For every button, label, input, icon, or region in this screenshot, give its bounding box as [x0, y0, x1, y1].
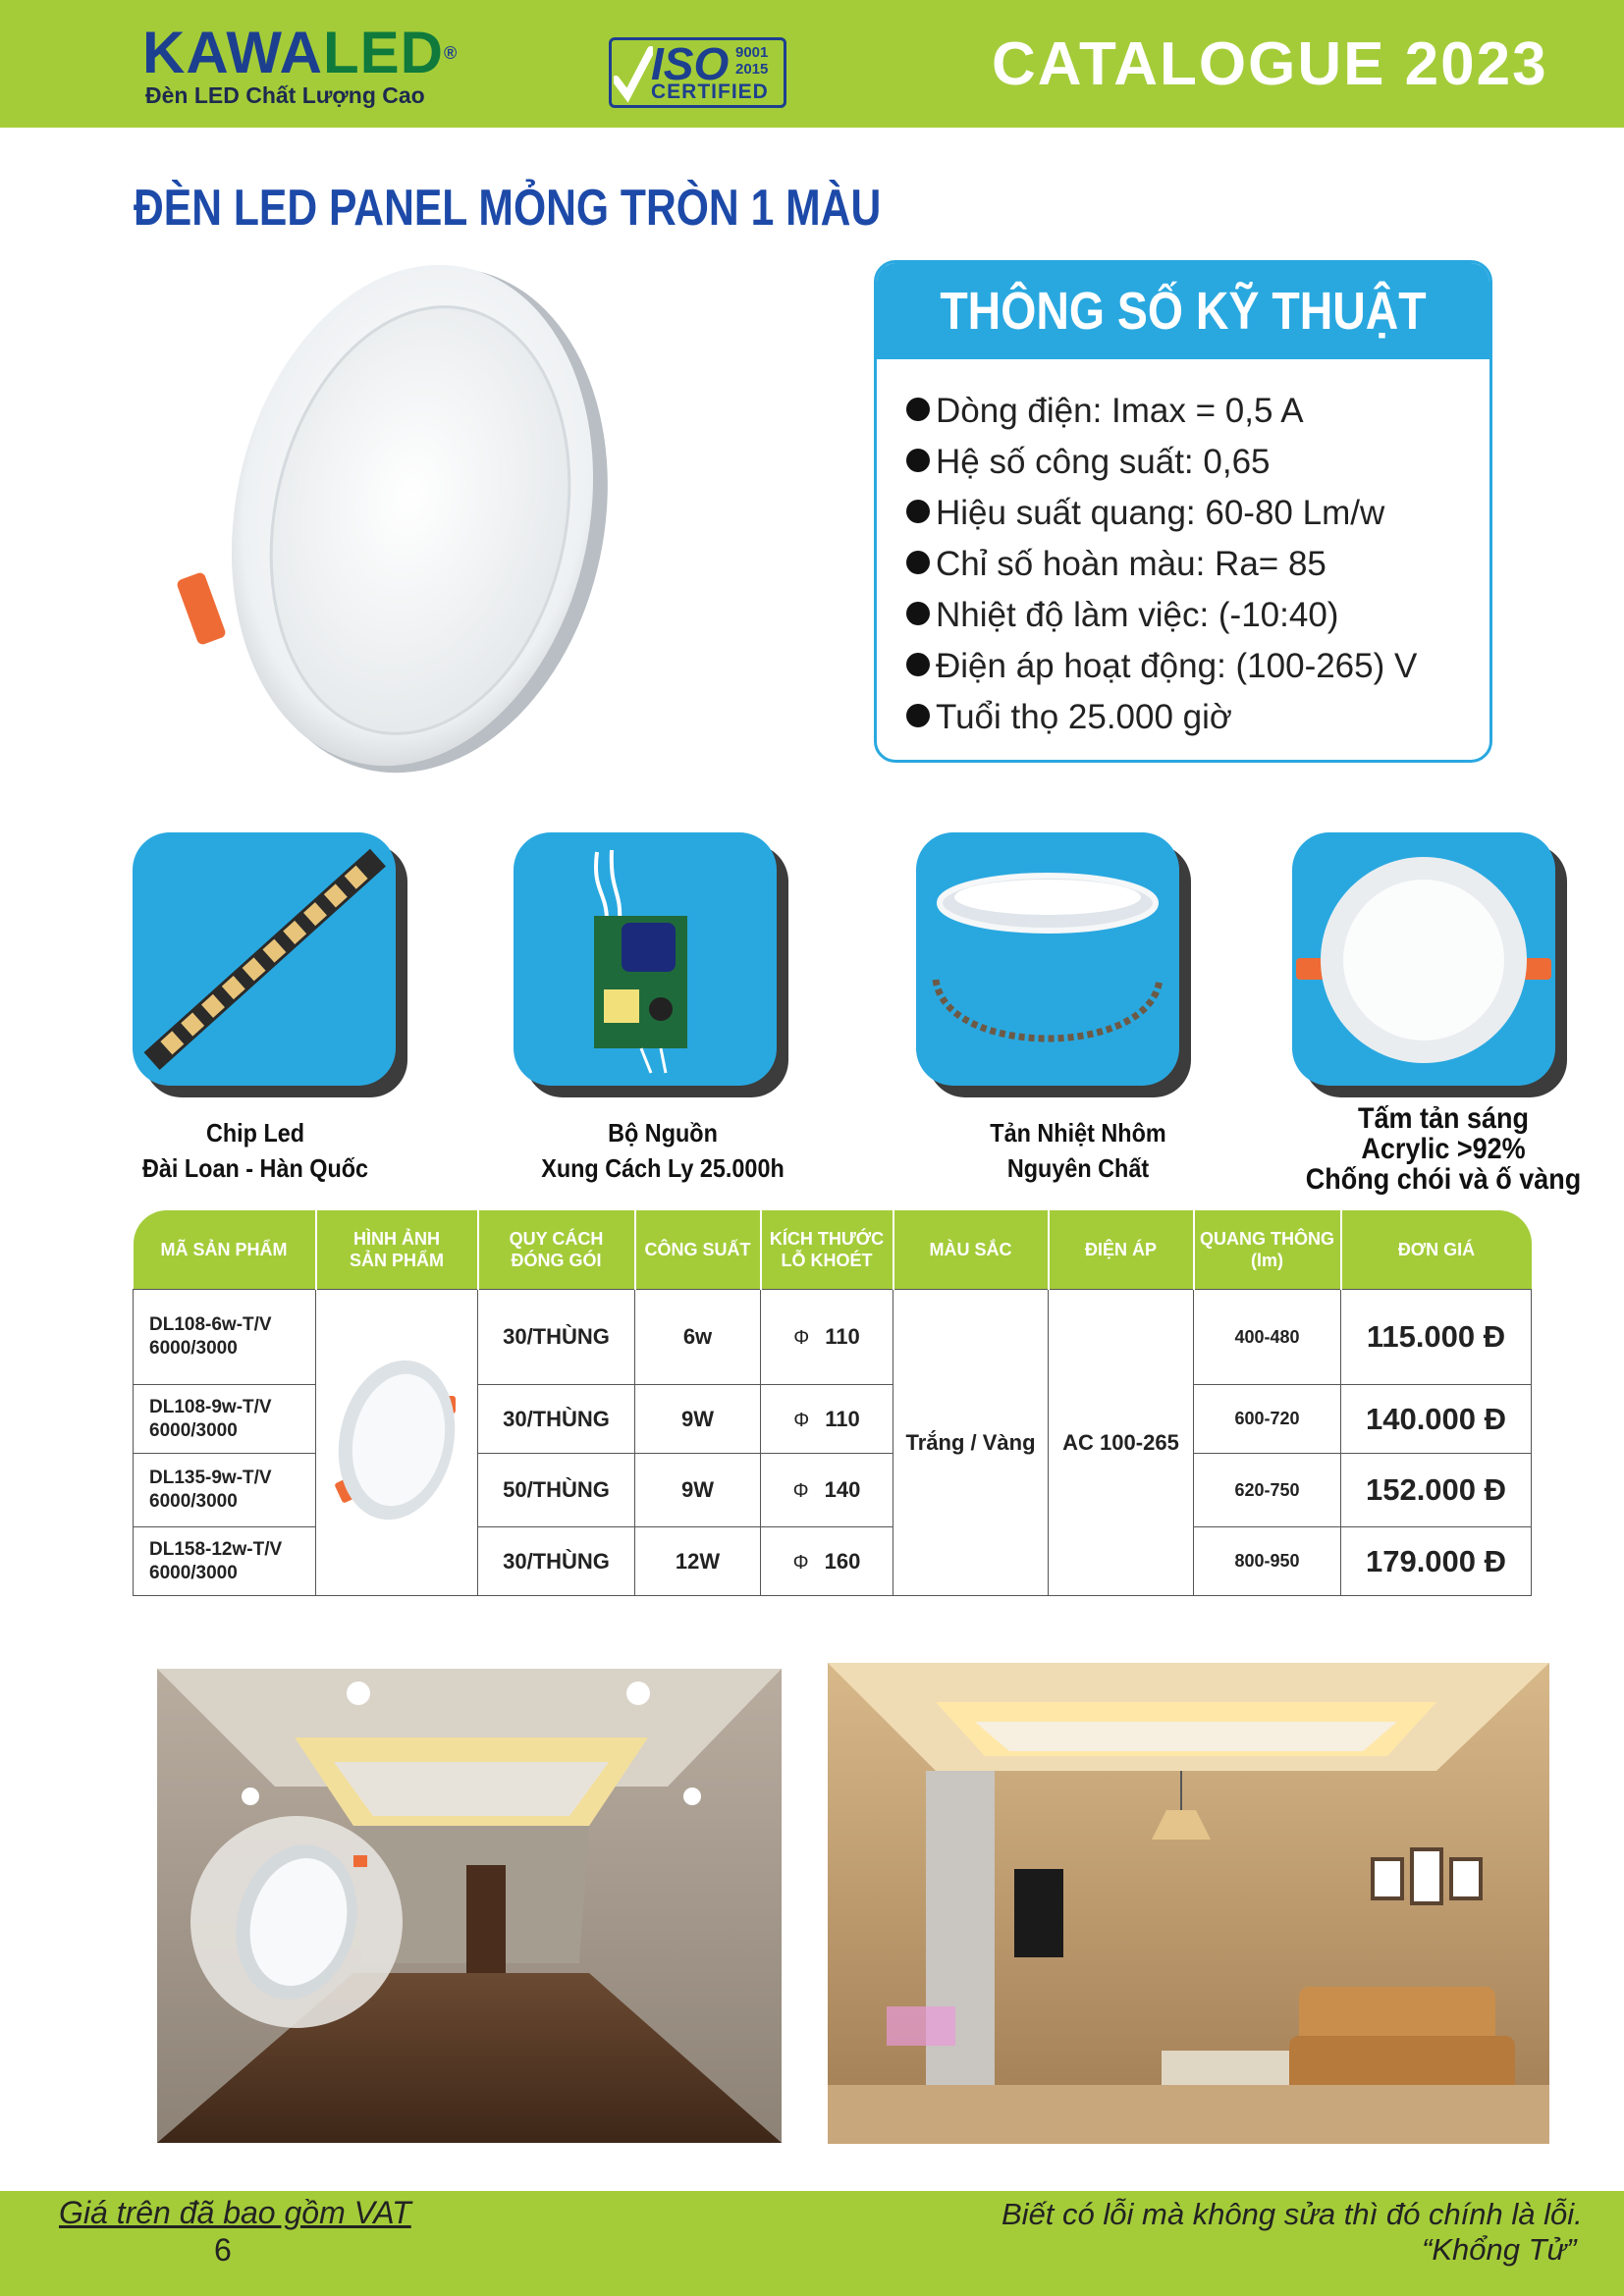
pack-cell: 30/THÙNG	[478, 1385, 635, 1454]
power-cell: 9W	[635, 1454, 761, 1527]
col-header-lumen: QUANG THÔNG (lm)	[1194, 1210, 1341, 1290]
col-header-hole: KÍCH THƯỚC LỖ KHOÉT	[761, 1210, 893, 1290]
page-number: 6	[214, 2232, 232, 2268]
col-header-pack: QUY CÁCH ĐÓNG GÓI	[478, 1210, 635, 1290]
lumen-cell: 800-950	[1194, 1527, 1341, 1596]
bullet-icon	[906, 398, 930, 421]
bullet-icon	[906, 653, 930, 676]
lumen-cell: 620-750	[1194, 1454, 1341, 1527]
iso-badge	[609, 37, 786, 108]
feature-caption-diffuser: Tấm tản sáng Acrylic >92% Chống chói và ố vàng	[1305, 1102, 1582, 1196]
col-header-voltage: ĐIỆN ÁP	[1049, 1210, 1194, 1290]
table-row	[134, 1290, 1532, 1385]
panel-light-image	[147, 250, 628, 800]
phi-symbol: Φ	[792, 1480, 809, 1502]
product-table	[133, 1210, 1532, 1596]
living-room-scene-image	[828, 1663, 1549, 2144]
spec-item: Dòng điện: Imax = 0,5 A	[906, 386, 1417, 437]
col-header-power: CÔNG SUẤT	[635, 1210, 761, 1290]
iso-certified: CERTIFIED	[651, 80, 769, 103]
spec-item: Nhiệt độ làm việc: (-10:40)	[906, 590, 1417, 641]
col-header-color: MÀU SẮC	[893, 1210, 1049, 1290]
hole-cell: Φ 110	[761, 1290, 893, 1385]
brand-part1: KAWA	[142, 20, 323, 85]
check-icon	[614, 46, 653, 103]
product-code: DL108-6w-T/V 6000/3000	[134, 1290, 316, 1385]
bullet-icon	[906, 704, 930, 727]
corridor-photo	[157, 1669, 782, 2143]
spec-box	[874, 260, 1492, 763]
spec-list	[906, 386, 1417, 743]
product-code: DL135-9w-T/V 6000/3000	[134, 1454, 316, 1527]
col-header-code: MÃ SẢN PHẨM	[134, 1210, 316, 1290]
feature-caption-heatsink: Tản Nhiệt Nhôm Nguyên Chất	[990, 1118, 1166, 1183]
lumen-cell: 600-720	[1194, 1385, 1341, 1454]
spec-item: Điện áp hoạt động: (100-265) V	[906, 641, 1417, 692]
hole-cell: Φ 110	[761, 1385, 893, 1454]
page-title: ĐÈN LED PANEL MỎNG TRÒN 1 MÀU	[134, 180, 882, 237]
vat-note: Giá trên đã bao gồm VAT	[59, 2195, 411, 2230]
price-cell: 115.000 Đ	[1341, 1290, 1532, 1385]
power-cell: 12W	[635, 1527, 761, 1596]
aluminum-heatsink-icon	[916, 832, 1179, 1086]
feature-tile-diffuser	[1292, 832, 1555, 1086]
bullet-icon	[906, 551, 930, 574]
pack-cell: 30/THÙNG	[478, 1527, 635, 1596]
brand-part2: LED	[323, 20, 444, 85]
bullet-icon	[906, 449, 930, 472]
phi-symbol: Φ	[793, 1327, 810, 1349]
hole-cell: Φ 160	[761, 1527, 893, 1596]
col-header-price: ĐƠN GIÁ	[1341, 1210, 1532, 1290]
power-cell: 9W	[635, 1385, 761, 1454]
price-cell: 179.000 Đ	[1341, 1527, 1532, 1596]
lumen-cell: 400-480	[1194, 1290, 1341, 1385]
feature-tile-heatsink	[916, 832, 1179, 1086]
brand-reg: ®	[444, 43, 459, 63]
bullet-icon	[906, 602, 930, 625]
product-thumbnail	[328, 1342, 465, 1538]
spec-item: Chỉ số hoàn màu: Ra= 85	[906, 539, 1417, 590]
col-header-image: HÌNH ẢNH SẢN PHẨM	[316, 1210, 478, 1290]
brand-logo	[142, 22, 458, 84]
hole-cell: Φ 140	[761, 1454, 893, 1527]
spec-item: Tuổi thọ 25.000 giờ	[906, 692, 1417, 743]
power-driver-icon	[514, 832, 777, 1086]
catalogue-title: CATALOGUE 2023	[992, 30, 1548, 98]
price-cell: 152.000 Đ	[1341, 1454, 1532, 1527]
product-image-cell	[316, 1290, 478, 1596]
acrylic-diffuser-icon	[1292, 832, 1555, 1086]
brand-tagline: Đèn LED Chất Lượng Cao	[145, 82, 425, 108]
feature-tile-driver	[514, 832, 777, 1086]
bullet-icon	[906, 500, 930, 523]
spec-item: Hệ số công suất: 0,65	[906, 437, 1417, 488]
living-room-photo	[828, 1663, 1549, 2144]
feature-caption-chip: Chip Led Đài Loan - Hàn Quốc	[141, 1118, 369, 1183]
spec-title: THÔNG SỐ KỸ THUẬT	[940, 282, 1427, 341]
table-header-row	[134, 1210, 1532, 1290]
corridor-scene-image	[157, 1669, 782, 2143]
feature-caption-driver: Bộ Nguồn Xung Cách Ly 25.000h	[541, 1118, 785, 1183]
power-cell: 6w	[635, 1290, 761, 1385]
pack-cell: 30/THÙNG	[478, 1290, 635, 1385]
product-code: DL158-12w-T/V 6000/3000	[134, 1527, 316, 1596]
iso-label: ISO	[651, 38, 730, 89]
led-chip-strip-icon	[133, 832, 396, 1086]
spec-item: Hiệu suất quang: 60-80 Lm/w	[906, 488, 1417, 539]
voltage-cell: AC 100-265	[1049, 1290, 1194, 1596]
pack-cell: 50/THÙNG	[478, 1454, 635, 1527]
product-code: DL108-9w-T/V 6000/3000	[134, 1385, 316, 1454]
quote-author: “Khổng Tử”	[1422, 2232, 1577, 2267]
phi-symbol: Φ	[792, 1551, 809, 1574]
price-cell: 140.000 Đ	[1341, 1385, 1532, 1454]
color-cell: Trắng / Vàng	[893, 1290, 1049, 1596]
phi-symbol: Φ	[793, 1409, 810, 1431]
iso-years: 9001 2015	[735, 44, 769, 78]
feature-tile-chip	[133, 832, 396, 1086]
footer-quote: Biết có lỗi mà không sửa thì đó chính là lỗi.	[1001, 2197, 1583, 2231]
